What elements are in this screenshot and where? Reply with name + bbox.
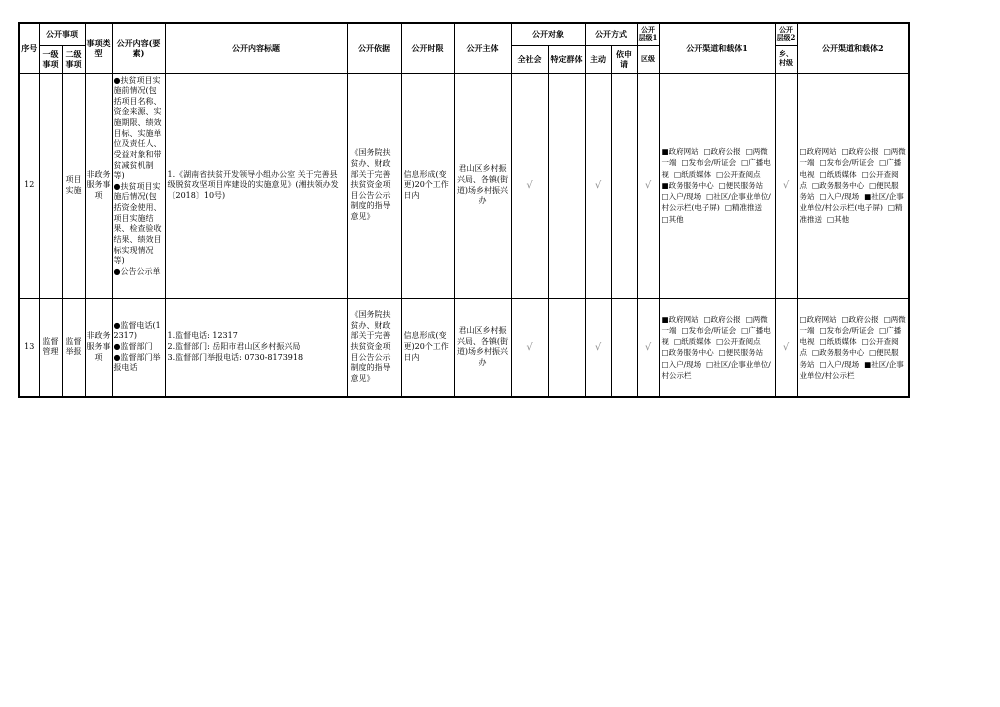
channel-option: □两微一端: [661, 314, 768, 335]
channel-option: □广播电视: [661, 158, 771, 179]
header-basis: 公开依据: [347, 23, 401, 73]
channel-option: □精准推送: [799, 203, 903, 224]
header-row-top: [19, 23, 909, 45]
cell-level1: 监督管理: [39, 298, 62, 397]
channel-option: □政府网站: [799, 147, 837, 157]
cell-basis: 《国务院扶贫办、财政部关于完善扶贫资金项目公告公示制度的指导意见》: [347, 73, 401, 298]
channel-option-checked: ■社区/企事业单位/村公示栏(电子屏): [799, 192, 904, 213]
cell-elements: [112, 73, 165, 298]
cell-subject: 君山区乡村振兴局、各镇(街道)场乡村振兴办: [454, 298, 511, 397]
cell-item-type: 非政务服务事项: [85, 298, 112, 397]
text-line: ●监督电话(12317): [113, 320, 161, 341]
cell-time-limit: 信息形成(变更)20个工作日内: [401, 298, 454, 397]
channel-option: □纸质媒体: [819, 169, 857, 179]
channel-option: □便民服务站: [799, 348, 899, 369]
text-line: 1.《湖南省扶贫开发领导小组办公室 关于完善县级脱贫攻坚项目库建设的实施意见》(湘扶领办发〔2018〕10号): [167, 169, 339, 200]
channel-option: □便民服务站: [718, 180, 764, 190]
channel-option: □政务服务中心: [661, 348, 714, 358]
text-line: ●扶贫项目实施前情况(包括项目名称、资金来源、实施期限、绩效目标、实施单位及责任人、受益对象和带贫减贫机制等): [113, 75, 162, 181]
channel-option: □政府公报: [841, 314, 879, 324]
header-district: 区级: [637, 45, 659, 73]
cell-village-check: √: [775, 73, 797, 298]
cell-title: [165, 73, 347, 298]
channel-option: □便民服务站: [799, 180, 899, 202]
header-method-request: 依申请: [611, 45, 637, 73]
cell-seq: 13: [19, 298, 39, 397]
channel-option: □政务服务中心: [812, 180, 865, 190]
cell-subject: 君山区乡村振兴局、各镇(街道)场乡村振兴办: [454, 73, 511, 298]
cell-district-check: √: [637, 298, 659, 397]
channel-option: □入户/现场: [819, 192, 860, 202]
cell-village-check: √: [775, 298, 797, 397]
cell-target-all-check: √: [511, 73, 548, 298]
header-group-method: 公开方式: [585, 23, 637, 45]
channel-option: □入户/现场: [819, 359, 860, 369]
channel-option: □发布会/听证会: [819, 325, 875, 335]
channel-option: □发布会/听证会: [681, 325, 737, 335]
text-line: ●监督部门举报电话: [113, 352, 161, 373]
channel-option: □两微一端: [799, 314, 906, 335]
cell-channels1: [659, 298, 775, 397]
disclosure-table: [18, 22, 910, 398]
disclosure-table-document: [18, 22, 910, 398]
cell-seq: 12: [19, 73, 39, 298]
channel-option: □纸质媒体: [819, 337, 857, 346]
cell-channels2: [797, 298, 909, 397]
header-item-type: 事项类型: [85, 23, 112, 73]
channel-option: □公开查阅点: [716, 169, 761, 179]
cell-channels1: [659, 73, 775, 298]
text-line: ●扶贫项目实施后情况(包括资金使用、项目实施结果、检查验收结果、绩效目标实现情况等): [113, 181, 162, 266]
cell-method-active-check: √: [585, 298, 611, 397]
channel-option: □广播电视: [661, 325, 771, 346]
cell-method-request-check: [611, 298, 637, 397]
channel-option: □公开查阅点: [799, 337, 899, 358]
text-line: 1.监督电话: 12317: [167, 331, 238, 341]
cell-level1: [39, 73, 62, 298]
channel-option-checked: ■政府网站: [661, 147, 699, 157]
channel-option: □发布会/听证会: [819, 158, 875, 168]
channel-option: □其他: [827, 214, 850, 224]
channel-option-checked: ■政务服务中心: [661, 180, 714, 190]
channel-option: □社区/企事业单位/村公示栏(电子屏): [661, 192, 771, 213]
cell-target-specific-check: [548, 73, 585, 298]
header-title: 公开内容标题: [165, 23, 347, 73]
table-row: [19, 298, 909, 397]
channel-option: □公开查阅点: [799, 169, 899, 190]
text-line: ●监督部门: [113, 341, 153, 351]
channel-option: □政府公报: [703, 147, 741, 157]
header-channel1: 公开渠道和载体1: [659, 23, 775, 73]
channel-option: □公开查阅点: [716, 337, 761, 346]
cell-basis: 《国务院扶贫办、财政部关于完善扶贫资金项目公告公示制度的指导意见》: [347, 298, 401, 397]
header-target-specific: 特定群体: [548, 45, 585, 73]
cell-elements: [112, 298, 165, 397]
header-group-level2: 公开层级2: [775, 23, 797, 45]
cell-district-check: √: [637, 73, 659, 298]
header-seq: 序号: [19, 23, 39, 73]
cell-level2: 项目实施: [62, 73, 85, 298]
channel-option: □政府公报: [703, 314, 741, 324]
header-group-target: 公开对象: [511, 23, 585, 45]
header-group-level1: 公开层级1: [637, 23, 659, 45]
header-target-all: 全社会: [511, 45, 548, 73]
cell-level2: 监督举报: [62, 298, 85, 397]
header-level1: 一级事项: [39, 45, 62, 73]
channel-option: □两微一端: [661, 147, 768, 168]
channel-option: □广播电视: [799, 158, 902, 179]
cell-target-specific-check: [548, 298, 585, 397]
channel-option: □纸质媒体: [674, 337, 712, 346]
header-village: 乡、村级: [775, 45, 797, 73]
channel-option: □社区/企事业单位/村公示栏: [661, 359, 771, 380]
channel-option: □发布会/听证会: [681, 158, 737, 168]
cell-time-limit: 信息形成(变更)20个工作日内: [401, 73, 454, 298]
channel-option: □精准推送: [724, 203, 762, 213]
text-line: 2.监督部门: 岳阳市君山区乡村振兴局: [167, 341, 301, 351]
channel-option: □两微一端: [799, 147, 906, 168]
cell-title: [165, 298, 347, 397]
channel-option-checked: ■政府网站: [661, 314, 699, 324]
channel-option-checked: ■社区/企事业单位/村公示栏: [799, 359, 904, 380]
header-channel2: 公开渠道和载体2: [797, 23, 909, 73]
text-line: ●公告公示单: [113, 266, 161, 276]
cell-method-active-check: √: [585, 73, 611, 298]
header-subject: 公开主体: [454, 23, 511, 73]
channel-option: □入户/现场: [661, 359, 702, 369]
channel-option: □入户/现场: [661, 192, 702, 202]
cell-target-all-check: √: [511, 298, 548, 397]
cell-channels2: [797, 73, 909, 298]
header-method-active: 主动: [585, 45, 611, 73]
channel-option: □纸质媒体: [674, 169, 712, 179]
channel-option: □其他: [661, 214, 684, 224]
channel-option: □便民服务站: [718, 348, 764, 358]
channel-option: □政务服务中心: [812, 348, 865, 358]
cell-item-type: 非政务服务事项: [85, 73, 112, 298]
header-group-items: 公开事项: [39, 23, 85, 45]
channel-option: □政府网站: [799, 314, 837, 324]
table-row: [19, 73, 909, 298]
channel-option: □广播电视: [799, 325, 902, 346]
cell-method-request-check: [611, 73, 637, 298]
header-elements: 公开内容(要素): [112, 23, 165, 73]
header-level2: 二级事项: [62, 45, 85, 73]
header-time-limit: 公开时限: [401, 23, 454, 73]
channel-option: □政府公报: [841, 147, 879, 157]
text-line: 3.监督部门举报电话: 0730-8173918: [167, 352, 304, 362]
